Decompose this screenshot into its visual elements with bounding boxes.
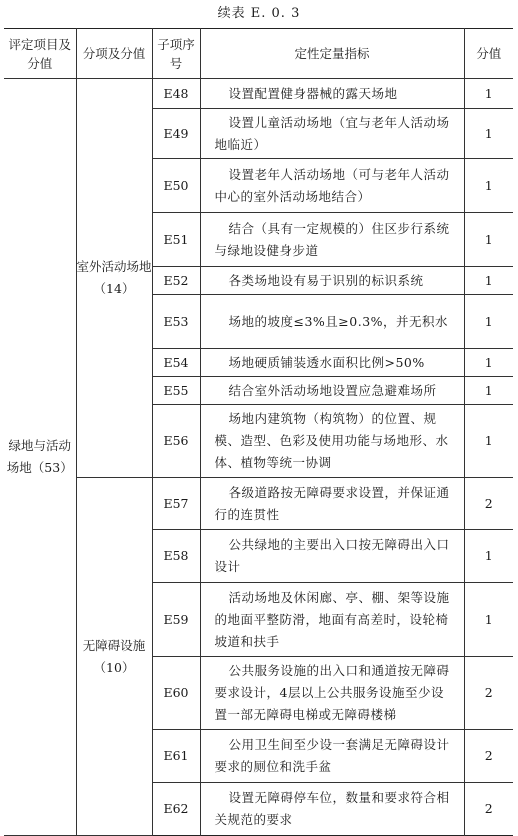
table-row xyxy=(4,478,513,530)
item-id: E49 xyxy=(152,109,200,159)
item-id: E55 xyxy=(152,377,200,405)
item-id: E48 xyxy=(152,79,200,109)
item-id: E58 xyxy=(152,530,200,583)
header-score: 分值 xyxy=(464,29,513,79)
item-indicator: 公用卫生间至少设一套满足无障碍设计要求的厕位和洗手盆 xyxy=(200,730,464,783)
item-indicator: 公共绿地的主要出入口按无障碍出入口设计 xyxy=(200,530,464,583)
category-cell: 绿地与活动场地（53） xyxy=(4,79,76,836)
item-indicator: 场地内建筑物（构筑物）的位置、规模、造型、色彩及使用功能与场地形、水体、植物等统一协调 xyxy=(200,405,464,478)
item-score: 1 xyxy=(464,213,513,267)
item-score: 2 xyxy=(464,783,513,836)
item-indicator: 设置老年人活动场地（可与老年人活动中心的室外活动场地结合） xyxy=(200,159,464,213)
item-id: E61 xyxy=(152,730,200,783)
item-indicator: 场地硬质铺装透水面积比例>50% xyxy=(200,349,464,377)
item-id: E52 xyxy=(152,267,200,295)
item-indicator: 设置配置健身器械的露天场地 xyxy=(200,79,464,109)
item-indicator: 场地的坡度≤3%且≥0.3%，并无积水 xyxy=(200,295,464,349)
item-score: 1 xyxy=(464,349,513,377)
item-score: 1 xyxy=(464,79,513,109)
item-id: E62 xyxy=(152,783,200,836)
item-id: E51 xyxy=(152,213,200,267)
item-score: 1 xyxy=(464,530,513,583)
table-row xyxy=(4,79,513,109)
header-category: 评定项目及分值 xyxy=(4,29,76,79)
item-score: 2 xyxy=(464,657,513,730)
item-id: E54 xyxy=(152,349,200,377)
item-indicator: 活动场地及休闲廊、亭、棚、架等设施的地面平整防滑，地面有高差时，设轮椅坡道和扶手 xyxy=(200,583,464,657)
item-indicator: 各级道路按无障碍要求设置，并保证通行的连贯性 xyxy=(200,478,464,530)
evaluation-table xyxy=(4,28,513,836)
header-subgroup: 分项及分值 xyxy=(76,29,152,79)
item-score: 2 xyxy=(464,730,513,783)
item-score: 1 xyxy=(464,583,513,657)
subgroup-cell: 无障碍设施（10） xyxy=(76,478,152,836)
item-score: 1 xyxy=(464,109,513,159)
item-indicator: 设置无障碍停车位，数量和要求符合相关规范的要求 xyxy=(200,783,464,836)
item-score: 1 xyxy=(464,377,513,405)
header-row xyxy=(4,29,513,79)
item-id: E56 xyxy=(152,405,200,478)
header-indicator: 定性定量指标 xyxy=(200,29,464,79)
item-indicator: 结合室外活动场地设置应急避难场所 xyxy=(200,377,464,405)
item-indicator: 结合（具有一定规模的）住区步行系统与绿地设健身步道 xyxy=(200,213,464,267)
table-caption: 续表 E. 0. 3 xyxy=(217,6,301,21)
item-id: E53 xyxy=(152,295,200,349)
item-score: 1 xyxy=(464,267,513,295)
item-score: 1 xyxy=(464,159,513,213)
item-id: E60 xyxy=(152,657,200,730)
header-item-id: 子项序号 xyxy=(152,29,200,79)
item-indicator: 公共服务设施的出入口和通道按无障碍要求设计，4层以上公共服务设施至少设置一部无障碍电梯或无障碍楼梯 xyxy=(200,657,464,730)
item-id: E50 xyxy=(152,159,200,213)
item-id: E59 xyxy=(152,583,200,657)
item-score: 2 xyxy=(464,478,513,530)
item-id: E57 xyxy=(152,478,200,530)
item-score: 1 xyxy=(464,295,513,349)
item-indicator: 各类场地设有易于识别的标识系统 xyxy=(200,267,464,295)
item-score: 1 xyxy=(464,405,513,478)
item-indicator: 设置儿童活动场地（宜与老年人活动场地临近） xyxy=(200,109,464,159)
subgroup-cell: 室外活动场地（14） xyxy=(76,79,152,478)
